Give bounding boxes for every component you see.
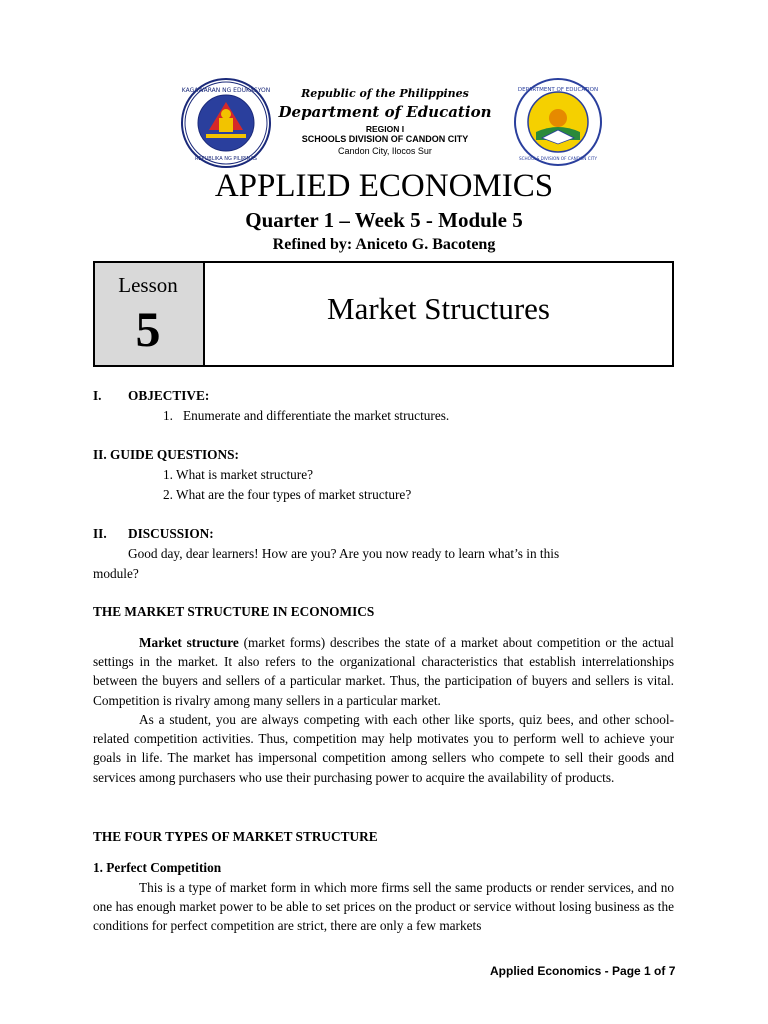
guide-heading: II. GUIDE QUESTIONS: [93, 447, 239, 462]
lesson-box [93, 261, 674, 367]
republic-heading: Republic of the Philippines [301, 87, 469, 100]
market-structure-term: Market structure [139, 635, 239, 650]
guide-question-2: 2. What are the four types of market structure? [163, 487, 412, 502]
discussion-numeral: II. [93, 526, 107, 541]
svg-text:SCHOOLS DIVISION OF CANDON CIT: SCHOOLS DIVISION OF CANDON CITY [518, 156, 598, 161]
discussion-heading: DISCUSSION: [128, 526, 214, 541]
objective-heading: OBJECTIVE: [128, 388, 210, 403]
section-heading-market-structure: THE MARKET STRUCTURE IN ECONOMICS [93, 604, 375, 619]
market-structure-paragraph [93, 633, 674, 710]
region-label: REGION I [365, 124, 405, 134]
market-structure-definition: (market forms) describes the state of a market about competition or the actual settings in the market. It also refers to the organizational characteristics that establish interrelationships between the buyers and sellers of a particular market. Thus, the participation of buyers and sellers is vital. Competition is rivalry among many sellers in a particular market. [93, 635, 674, 708]
refined-by: Refined by: Aniceto G. Bacoteng [272, 236, 496, 253]
module-subtitle: Quarter 1 – Week 5 - Module 5 [245, 208, 523, 232]
objective-numeral: I. [93, 388, 102, 403]
discussion-line-1: Good day, dear learners! How are you? Are you now ready to learn what’s in this [128, 546, 560, 561]
lesson-number: 5 [135, 301, 161, 357]
objective-item: 1. Enumerate and differentiate the market structures. [163, 408, 450, 423]
lesson-title: Market Structures [327, 291, 550, 326]
perfect-competition-heading: 1. Perfect Competition [93, 860, 222, 875]
lesson-label: Lesson [118, 273, 178, 297]
location-label: Candon City, Ilocos Sur [338, 146, 432, 156]
module-title: APPLIED ECONOMICS [214, 168, 554, 204]
division-label: SCHOOLS DIVISION OF CANDON CITY [301, 134, 469, 144]
guide-question-1: 1. What is market structure? [163, 467, 314, 482]
discussion-line-2: module? [93, 566, 139, 581]
competition-paragraph: As a student, you are always competing with each other like sports, quiz bees, and other school-related competition activities. Thus, competition may help motivates you to perform well to achieve your goals in life. The market has impersonal competition among sellers who compete to sell their goods and services among purchasers who use their purchasing power to acquire the availability of products. [93, 712, 674, 785]
page-footer: Applied Economics - Page 1 of 7 [490, 964, 676, 978]
section-heading-four-types: THE FOUR TYPES OF MARKET STRUCTURE [93, 829, 378, 844]
lesson-number-panel [95, 263, 205, 365]
perfect-competition-paragraph: This is a type of market form in which more firms sell the same products or render services, and no one has enough market power to be able to set prices on the product or service without losing business as the conditions for perfect competition are strict, there are only a few markets [93, 880, 674, 934]
svg-text:REPUBLIKA NG PILIPINAS: REPUBLIKA NG PILIPINAS [195, 156, 257, 162]
department-heading: Department of Education [278, 103, 492, 121]
svg-text:DEPARTMENT OF EDUCATION: DEPARTMENT OF EDUCATION [517, 87, 599, 93]
svg-text:KAGAWARAN NG EDUKASYON: KAGAWARAN NG EDUKASYON [181, 87, 271, 94]
